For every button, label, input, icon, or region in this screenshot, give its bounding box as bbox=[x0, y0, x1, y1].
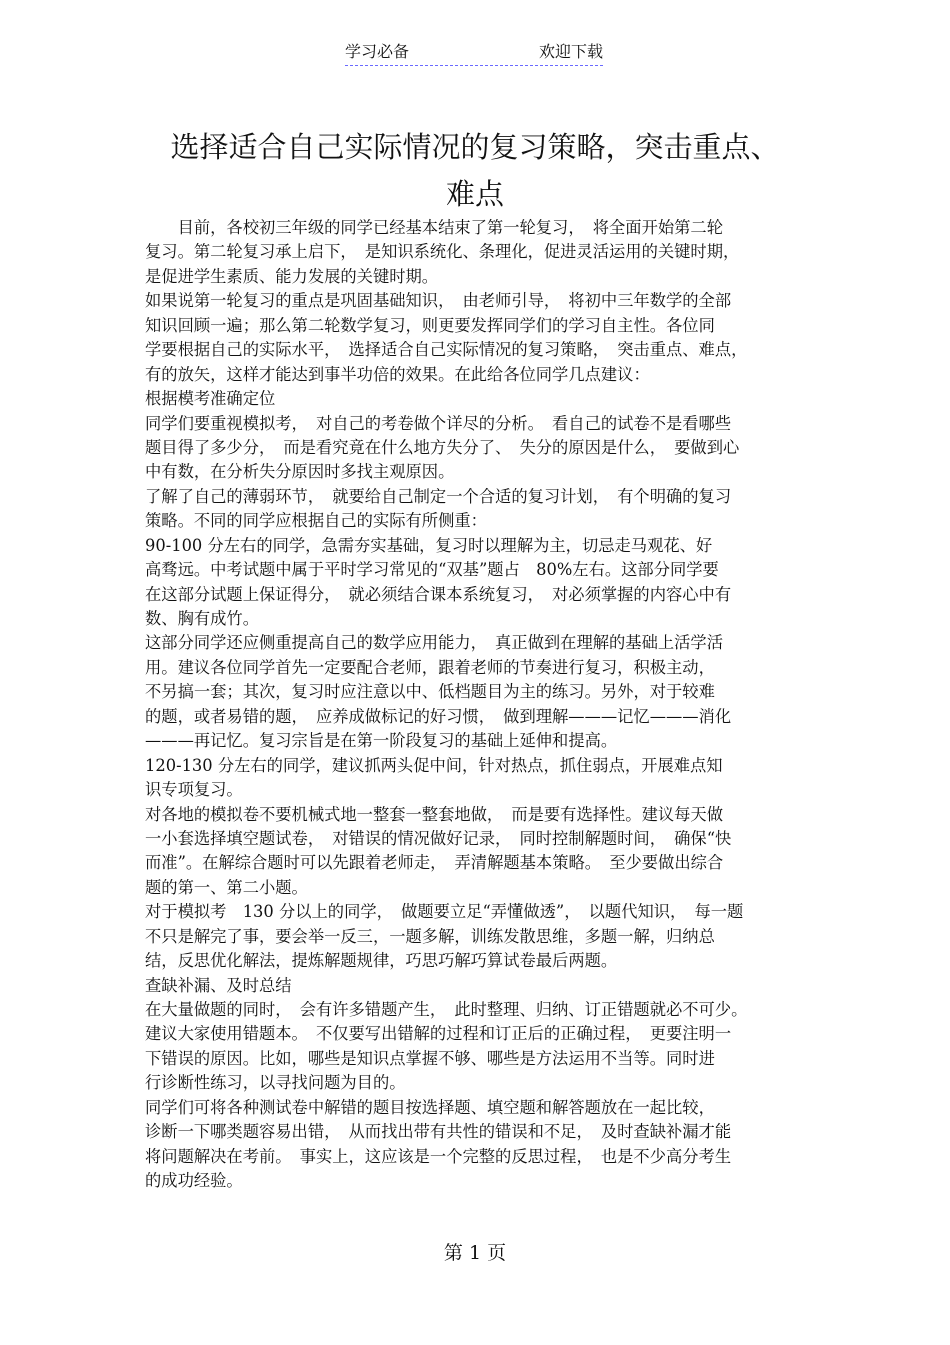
body-line: 根据模考准确定位 bbox=[145, 389, 276, 409]
body-line: 下错误的原因。比如，哪些是知识点掌握不够、哪些是方法运用不当等。同时进 bbox=[145, 1048, 715, 1068]
body-line: 查缺补漏、及时总结 bbox=[145, 975, 292, 995]
header-left-text: 学习必备 bbox=[345, 42, 410, 61]
body-line: 将问题解决在考前。 事实上，这应该是一个完整的反思过程， 也是不少高分考生 bbox=[145, 1146, 732, 1166]
body-line: 了解了自己的薄弱环节， 就要给自己制定一个合适的复习计划， 有个明确的复习 bbox=[145, 486, 732, 506]
body-line: 这部分同学还应侧重提高自己的数学应用能力， 真正做到在理解的基础上活学活 bbox=[145, 633, 723, 653]
body-line: 知识回顾一遍；那么第二轮数学复习，则更要发挥同学们的学习自主性。各位同 bbox=[145, 315, 715, 335]
body-line: 对于模拟考 130 分以上的同学， 做题要立足“弄懂做透”， 以题代知识， 每一题 bbox=[145, 902, 744, 922]
body-line: 在大量做题的同时， 会有许多错题产生， 此时整理、归纳、订正错题就必不可少。 bbox=[145, 1000, 748, 1019]
body-line: 在这部分试题上保证得分， 就必须结合课本系统复习， 对必须掌握的内容心中有 bbox=[145, 584, 732, 604]
body-line: 中有数，在分析失分原因时多找主观原因。 bbox=[145, 462, 455, 482]
document-body bbox=[145, 216, 810, 1194]
body-line: 90-100 分左右的同学，急需夯实基础，复习时以理解为主，切忌走马观花、好 bbox=[145, 535, 713, 555]
body-line: 不另搞一套；其次，复习时应注意以中、低档题目为主的练习。另外，对于较难 bbox=[145, 682, 715, 702]
body-line: 的成功经验。 bbox=[145, 1171, 243, 1191]
body-line: 的题，或者易错的题， 应养成做标记的好习惯， 做到理解———记忆———消化 bbox=[145, 706, 732, 726]
body-line: 行诊断性练习，以寻找问题为目的。 bbox=[145, 1073, 406, 1093]
header-right-text: 欢迎下载 bbox=[538, 42, 603, 61]
body-line: 而准”。在解综合题时可以先跟着老师走， 弄清解题基本策略。 至少要做出综合 bbox=[145, 853, 724, 873]
body-line: 高骛远。中考试题中属于平时学习常见的“双基”题占 80%左右。这部分同学要 bbox=[145, 560, 719, 580]
body-line: 如果说第一轮复习的重点是巩固基础知识， 由老师引导， 将初中三年数学的全部 bbox=[145, 291, 732, 311]
header-divider bbox=[345, 65, 603, 66]
body-line: ———再记忆。复习宗旨是在第一阶段复习的基础上延伸和提高。 bbox=[145, 731, 618, 751]
body-line: 结，反思优化解法，提炼解题规律，巧思巧解巧算试卷最后两题。 bbox=[145, 951, 618, 971]
body-line: 题目得了多少分， 而是看究竟在什么地方失分了、 失分的原因是什么， 要做到心 bbox=[145, 437, 740, 457]
body-line: 策略。不同的同学应根据自己的实际有所侧重： bbox=[145, 511, 487, 531]
body-line: 学要根据自己的实际水平， 选择适合自己实际情况的复习策略， 突击重点、难点， bbox=[145, 340, 748, 360]
body-line: 数、胸有成竹。 bbox=[145, 609, 259, 628]
body-line: 120-130 分左右的同学，建议抓两头促中间，针对热点，抓住弱点，开展难点知 bbox=[145, 755, 723, 775]
body-line: 有的放矢，这样才能达到事半功倍的效果。在此给各位同学几点建议： bbox=[145, 364, 650, 384]
body-line: 对各地的模拟卷不要机械式地一整套一整套地做， 而是要有选择性。建议每天做 bbox=[145, 804, 723, 824]
body-line: 同学们要重视模拟考， 对自己的考卷做个详尽的分析。 看自己的试卷不是看哪些 bbox=[145, 413, 732, 433]
body-line: 识专项复习。 bbox=[145, 780, 243, 800]
page-header bbox=[345, 42, 603, 62]
body-line: 目前，各校初三年级的同学已经基本结束了第一轮复习， 将全面开始第二轮 bbox=[145, 218, 723, 237]
body-line: 复习。第二轮复习承上启下， 是知识系统化、条理化，促进灵活运用的关键时期， bbox=[145, 242, 740, 262]
body-line: 一小套选择填空题试卷， 对错误的情况做好记录， 同时控制解题时间， 确保“快 bbox=[145, 828, 732, 848]
body-line: 用。建议各位同学首先一定要配合老师，跟着老师的节奏进行复习，积极主动， bbox=[145, 657, 715, 677]
document-title bbox=[140, 124, 810, 218]
body-line: 建议大家使用错题本。 不仅要写出错解的过程和订正后的正确过程， 更要注明一 bbox=[145, 1024, 732, 1044]
body-line: 诊断一下哪类题容易出错， 从而找出带有共性的错误和不足， 及时查缺补漏才能 bbox=[145, 1122, 732, 1142]
body-line: 题的第一、第二小题。 bbox=[145, 877, 308, 897]
title-line-2: 难点 bbox=[445, 177, 504, 211]
title-line-1: 选择适合自己实际情况的复习策略，突击重点、 bbox=[170, 130, 780, 164]
body-line: 是促进学生素质、能力发展的关键时期。 bbox=[145, 266, 439, 286]
body-line: 同学们可将各种测试卷中解错的题目按选择题、填空题和解答题放在一起比较， bbox=[145, 1097, 715, 1117]
body-line: 不只是解完了事，要会举一反三，一题多解，训练发散思维，多题一解，归纳总 bbox=[145, 926, 715, 946]
page-number: 第 1 页 bbox=[443, 1242, 507, 1264]
